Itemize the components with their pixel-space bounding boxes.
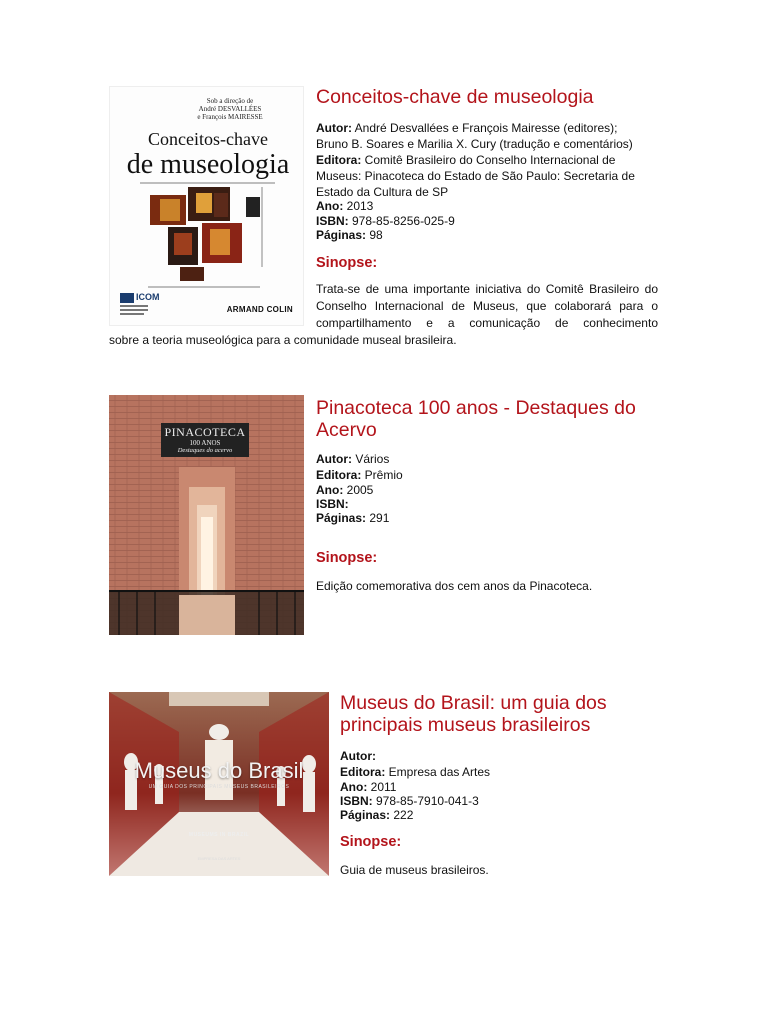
- isbn-line: [316, 497, 656, 511]
- sinopse-heading: Sinopse:: [340, 834, 402, 850]
- isbn-label: ISBN:: [316, 496, 349, 511]
- editora-line-2: Museus: Pinacoteca do Estado de São Paulo: Secretaria de: [316, 168, 635, 183]
- cover-direction-text: Sob a direção de André DESVALLÉES e François MAIRESSE: [197, 97, 263, 121]
- editora-line: [316, 468, 656, 482]
- icom-logo: ICOM: [136, 292, 160, 302]
- sign-subtitle: 100 ANOS: [189, 439, 221, 447]
- editora-value: Comitê Brasileiro do Conselho Internacional de: [361, 152, 616, 167]
- book-cover-conceitos-chave: [109, 86, 304, 326]
- editora-value: Prêmio: [361, 468, 403, 483]
- paginas-line: [316, 511, 656, 525]
- paginas-line: [316, 228, 666, 242]
- cover-subtitle: UM GUIA DOS PRINCIPAIS MUSEUS BRASILEIROS: [148, 784, 290, 790]
- isbn-line: [316, 214, 666, 228]
- book-details: [340, 749, 660, 822]
- editora-line: [340, 765, 660, 779]
- cover-english-title: MUSEUMS IN BRAZIL: [188, 832, 250, 838]
- editora-line: [316, 153, 666, 167]
- paginas-label: Páginas:: [316, 228, 367, 243]
- autor-label: Autor:: [316, 121, 352, 135]
- sinopse-text-last: sobre a teoria museológica para a comunidade museal brasileira.: [109, 333, 457, 347]
- book-details: [316, 121, 666, 242]
- autor-line-2: Bruno B. Soares e Marilia X. Cury (tradução e comentários): [316, 137, 633, 152]
- ano-line: [316, 199, 666, 213]
- cover-title: Museus do Brasil: [134, 758, 304, 783]
- autor-line: [340, 749, 660, 763]
- sign-title: PINACOTECA: [164, 425, 246, 439]
- isbn-label: ISBN:: [316, 213, 349, 228]
- book-title: Museus do Brasil: um guia dos principais museus brasileiros: [340, 692, 607, 736]
- ano-value: 2005: [343, 482, 374, 497]
- paginas-value: 98: [366, 228, 383, 243]
- editora-line-3: Estado da Cultura de SP: [316, 185, 449, 200]
- editora-label: Editora:: [316, 468, 362, 483]
- cover-artwork: [110, 87, 304, 326]
- book-cover-museus-do-brasil: [109, 692, 329, 876]
- paginas-value: 222: [390, 808, 414, 823]
- book-cover-pinacoteca: [109, 395, 304, 635]
- autor-value: André Desvallées e François Mairesse (editores);: [352, 121, 618, 135]
- paginas-value: 291: [366, 511, 390, 526]
- sign-tagline: Destaques do acervo: [177, 447, 233, 454]
- sinopse-heading: Sinopse:: [316, 255, 378, 271]
- book-title: Pinacoteca 100 anos - Destaques do Acervo: [316, 397, 636, 441]
- editora-value: Empresa das Artes: [385, 765, 491, 780]
- sinopse-text: Trata-se de uma importante iniciativa do Comitê Brasileiro do Conselho Internacional de Museus, que colaborará para o compartilhamento e a comunicação de conhecimento: [316, 282, 658, 330]
- isbn-label: ISBN:: [340, 793, 373, 808]
- isbn-value: 978-85-8256-025-9: [348, 213, 455, 228]
- autor-value: Vários: [352, 452, 390, 466]
- editora-label: Editora:: [340, 765, 386, 780]
- cover-title-line2: de museologia: [126, 149, 290, 180]
- sinopse-heading: Sinopse:: [316, 550, 378, 566]
- autor-label: Autor:: [340, 749, 376, 763]
- cover-sign: [161, 423, 249, 457]
- cover-title-line1: Conceitos-chave: [148, 129, 268, 149]
- ano-label: Ano:: [316, 199, 344, 214]
- ano-value: 2013: [343, 199, 374, 214]
- sinopse-text: Guia de museus brasileiros.: [340, 863, 489, 877]
- autor-line: [316, 121, 666, 135]
- book-details: [316, 452, 656, 525]
- paginas-label: Páginas:: [316, 511, 367, 526]
- paginas-label: Páginas:: [340, 808, 391, 823]
- cover-publisher: EMPRESA DAS ARTES: [197, 856, 241, 861]
- ano-line: [316, 483, 656, 497]
- isbn-line: [340, 794, 660, 808]
- ano-line: [340, 780, 660, 794]
- paginas-line: [340, 808, 660, 822]
- book-title: Conceitos-chave de museologia: [316, 86, 594, 108]
- autor-line: [316, 452, 656, 466]
- ano-label: Ano:: [316, 482, 344, 497]
- ano-value: 2011: [367, 779, 397, 794]
- sinopse-text: Edição comemorativa dos cem anos da Pinacoteca.: [316, 579, 593, 593]
- autor-label: Autor:: [316, 452, 352, 466]
- cover-publisher: ARMAND COLIN: [226, 305, 293, 314]
- ano-label: Ano:: [340, 779, 368, 794]
- isbn-value: 978-85-7910-041-3: [372, 793, 479, 808]
- editora-label: Editora:: [316, 152, 362, 167]
